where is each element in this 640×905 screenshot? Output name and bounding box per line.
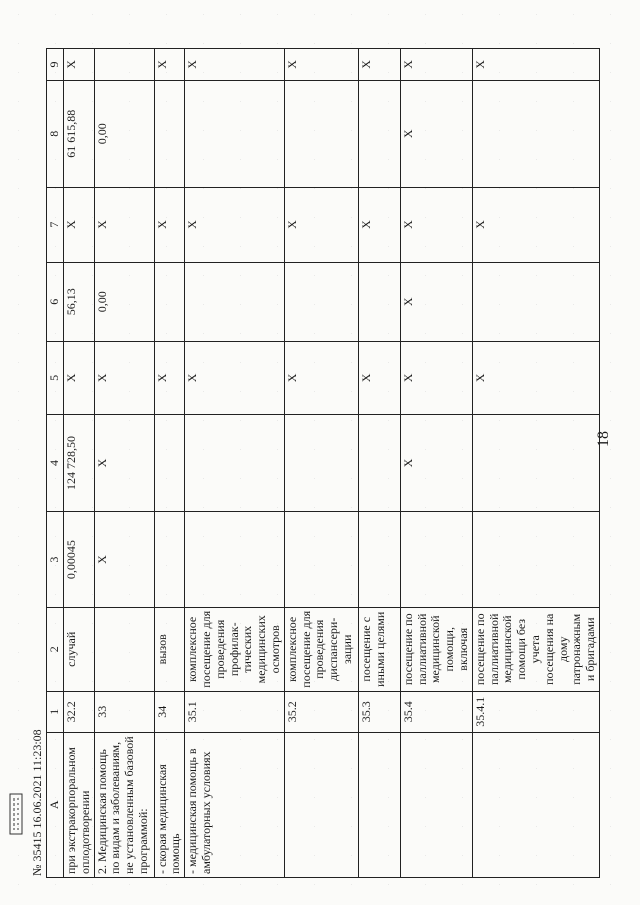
header-cell: 8 [47,80,64,187]
table-cell [472,80,599,187]
table-row [154,49,185,878]
table-cell: X [185,187,285,262]
table-cell: 35.1 [185,691,285,732]
table-cell: 33 [94,691,154,732]
header-cell: 9 [47,49,64,81]
table-row [472,49,599,878]
table-cell: X [94,187,154,262]
table-cell [185,80,285,187]
table-cell: X [185,342,285,415]
table-cell: 35.4.1 [472,691,599,732]
table-cell: X [358,187,400,262]
table-cell: 35.2 [284,691,358,732]
table-cell: 35.4 [400,691,472,732]
row-label-cell: 2. Медицинская помощь по видам и заболеваниям, не установленным базовой программой: [94,732,154,877]
row-label-cell: при экстракорпоральном оплодотворении [64,732,95,877]
table-cell: комплексное посещение для проведения диспансери-зации [284,607,358,691]
table-cell: 124 728,50 [64,414,95,512]
footer-doc-reference: № 35415 16.06.2021 11:23:08 [30,729,44,876]
header-cell: 5 [47,342,64,415]
table-cell: X [154,49,185,81]
header-cell: 4 [47,414,64,512]
rotated-table-container [46,48,598,878]
table-row [400,49,472,878]
table-cell: посещение по паллиативной медицинской помощи без учета посещения на дому патронажными бригадами [472,607,599,691]
table-cell: X [154,342,185,415]
table-cell: X [400,187,472,262]
row-label-cell [472,732,599,877]
table-cell: X [400,342,472,415]
table-cell [358,414,400,512]
table-row [284,49,358,878]
table-cell [185,262,285,341]
table-row [185,49,285,878]
table-cell [358,80,400,187]
table-cell: X [284,187,358,262]
row-label-cell: - скорая медицинская помощь [154,732,185,877]
table-cell [400,512,472,607]
table-cell: X [400,262,472,341]
row-label-cell: - медицинская помощь в амбулаторных условиях [185,732,285,877]
table-cell [185,414,285,512]
table-cell: вызов [154,607,185,691]
table-cell: X [400,414,472,512]
table-row [358,49,400,878]
table-cell: X [94,414,154,512]
row-label-cell [358,732,400,877]
table-cell: посещение с иными целями [358,607,400,691]
table-cell: 0,00 [94,262,154,341]
page-number: 18 [595,431,612,447]
table-cell [358,512,400,607]
table-cell [94,607,154,691]
row-label-cell [400,732,472,877]
table-cell: X [284,49,358,81]
header-cell: 3 [47,512,64,607]
table-cell: X [64,49,95,81]
table-cell: 34 [154,691,185,732]
table-cell [284,80,358,187]
table-cell: X [400,80,472,187]
table-row [94,49,154,878]
table-cell [472,414,599,512]
table-cell: случай [64,607,95,691]
table-cell: комплексное посещение для проведения профилак-тических медицинских осмотров [185,607,285,691]
table-cell: X [94,512,154,607]
table-cell [154,80,185,187]
table-cell [284,512,358,607]
table-cell [94,49,154,81]
table-cell: 0,00 [94,80,154,187]
table-cell [472,512,599,607]
table-cell [284,414,358,512]
table-cell: 56,13 [64,262,95,341]
table-cell: X [472,342,599,415]
table-cell [154,512,185,607]
table-cell [154,414,185,512]
footer-stamp [6,729,46,890]
table-header-row [47,49,64,878]
table-cell [154,262,185,341]
table-cell: 61 615,88 [64,80,95,187]
table-cell: X [64,187,95,262]
header-cell: 2 [47,607,64,691]
row-label-cell [284,732,358,877]
table-cell: 32.2 [64,691,95,732]
header-cell: A [47,732,64,877]
table-cell: X [358,342,400,415]
header-cell: 7 [47,187,64,262]
table-cell: X [472,187,599,262]
table-cell: X [284,342,358,415]
header-cell: 1 [47,691,64,732]
table-cell: X [185,49,285,81]
table-cell [185,512,285,607]
table-cell: X [400,49,472,81]
table-cell: X [154,187,185,262]
table-cell: 35.3 [358,691,400,732]
table-cell: посещение по паллиативной медицинской помощи, включая [400,607,472,691]
financing-table [46,48,600,878]
table-cell: X [64,342,95,415]
table-cell: X [358,49,400,81]
table-cell [472,262,599,341]
table-cell [284,262,358,341]
table-cell: X [472,49,599,81]
table-cell: X [94,342,154,415]
table-row [64,49,95,878]
header-cell: 6 [47,262,64,341]
table-cell: 0,00045 [64,512,95,607]
table-cell [358,262,400,341]
